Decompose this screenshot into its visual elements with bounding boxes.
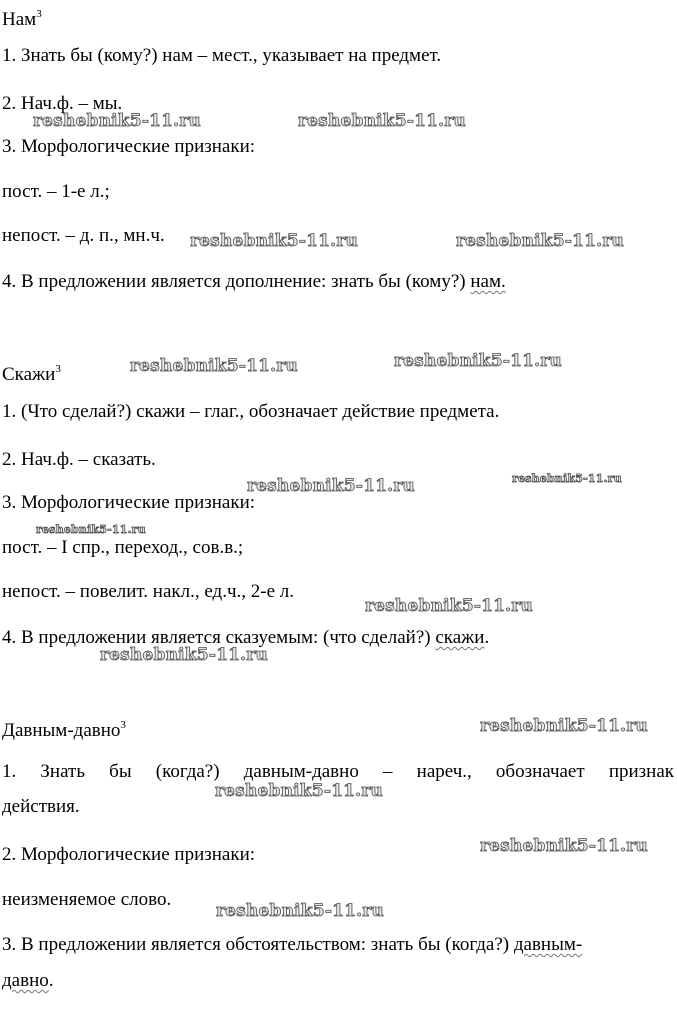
watermark: reshebnik5-11.ru [190,231,358,251]
watermark: reshebnik5-11.ru [480,836,648,856]
watermark: reshebnik5-11.ru [394,351,562,371]
watermark: reshebnik5-11.ru [216,901,384,921]
paragraph: 3. Морфологические признаки: [2,136,256,157]
paragraph: пост. – I спр., переход., сов.в.; [2,537,244,558]
watermark: reshebnik5-11.ru [365,596,533,616]
paragraph: 1. Знать бы (кому?) нам – мест., указывает на предмет. [2,45,442,66]
section-title: Скажи$^3$ [2,363,61,385]
paragraph: 3. В предложении является обстоятельством: знать бы (когда?) давным- [2,934,583,955]
paragraph: 1. (Что сделай?) скажи – глаг., обозначает действие предмета. [2,401,500,422]
paragraph: 1. Знать бы (когда?) давным-давно – нареч., обозначает признак [2,761,674,782]
underlined-word: давно [2,970,49,991]
paragraph: 2. Морфологические признаки: [2,844,256,865]
section-title: Нам$^3$ [2,8,42,30]
footnote-mark: 3 [120,719,126,731]
paragraph: давно. [2,970,54,991]
watermark: reshebnik5-11.ru [480,716,648,736]
watermark: reshebnik5-11.ru [130,356,298,376]
watermark: reshebnik5-11.ru [512,472,622,485]
paragraph: 4. В предложении является сказуемым: (что сделай?) скажи. [2,627,490,648]
watermark: reshebnik5-11.ru [100,645,268,665]
paragraph: 2. Нач.ф. – мы. [2,93,123,114]
watermark: reshebnik5-11.ru [33,111,201,131]
section-title: Давным-давно$^3$ [2,719,126,741]
footnote-mark: 3 [36,8,42,20]
underlined-word: давным- [513,934,583,955]
paragraph: 4. В предложении является дополнение: знать бы (кому?) нам. [2,271,506,292]
footnote-mark: 3 [55,363,61,375]
watermark: reshebnik5-11.ru [215,781,383,801]
watermark: reshebnik5-11.ru [247,476,415,496]
paragraph: действия. [2,796,80,817]
underlined-word: скажи [435,627,485,648]
paragraph: непост. – д. п., мн.ч. [2,225,165,246]
paragraph: пост. – 1-е л.; [2,181,110,202]
paragraph: неизменяемое слово. [2,889,172,910]
paragraph: 2. Нач.ф. – сказать. [2,449,156,470]
paragraph: 3. Морфологические признаки: [2,492,256,513]
watermark: reshebnik5-11.ru [456,231,624,251]
paragraph: непост. – повелит. накл., ед.ч., 2-е л. [2,581,294,602]
underlined-word: нам. [470,271,506,292]
watermark: reshebnik5-11.ru [36,523,146,536]
watermark: reshebnik5-11.ru [298,111,466,131]
